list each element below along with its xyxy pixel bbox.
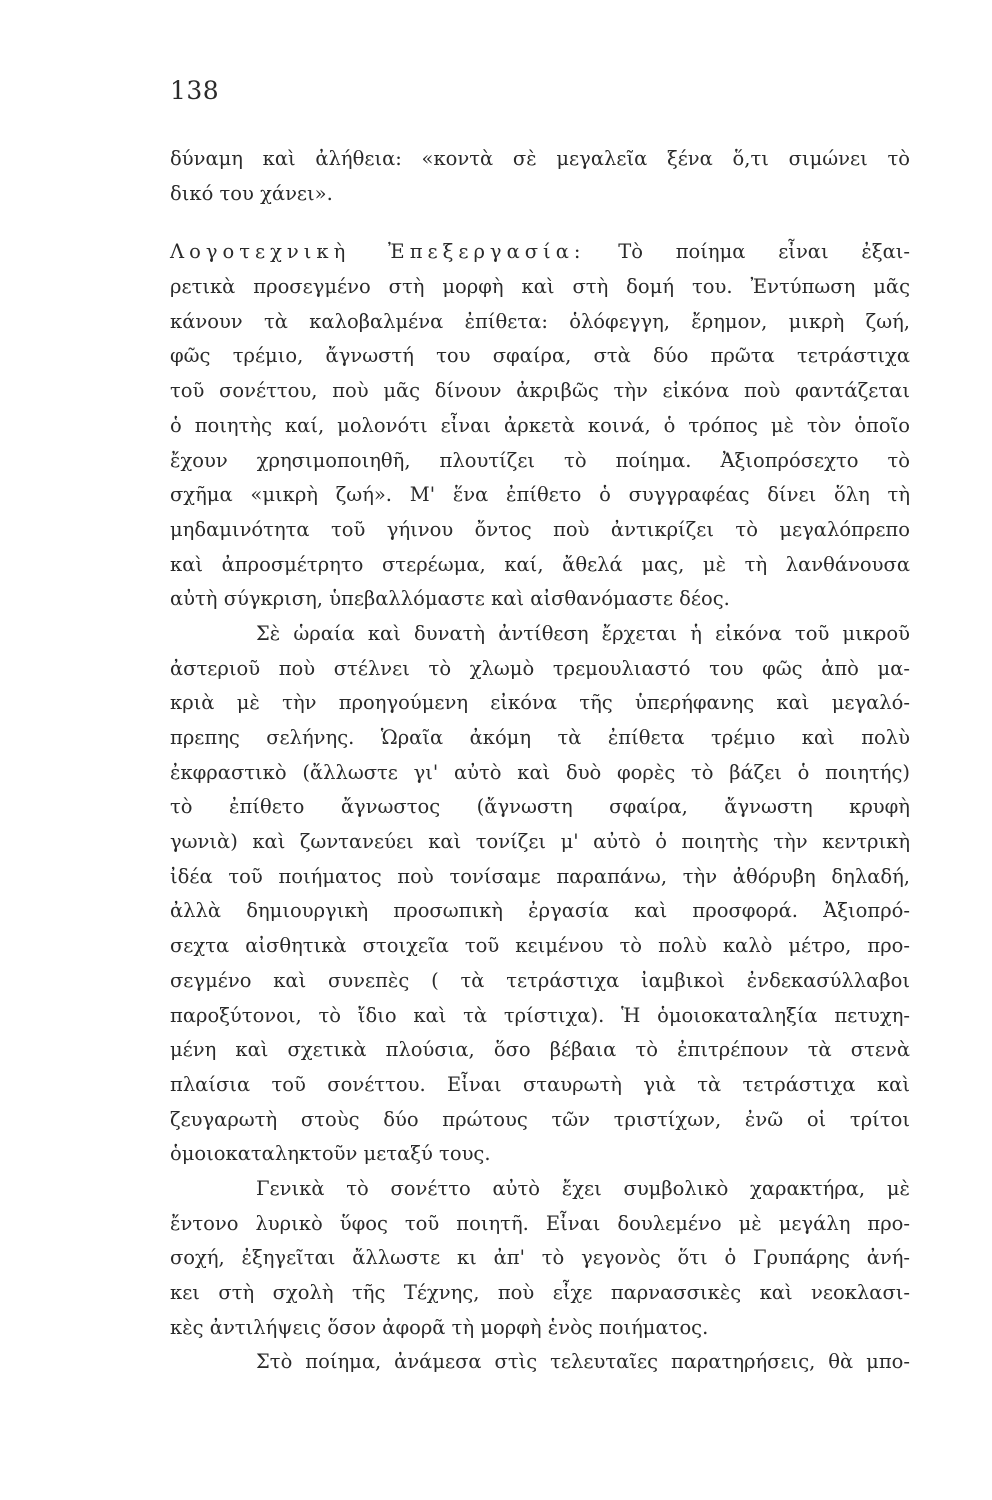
section-heading: Λογοτεχνικὴ Ἐπεξεργασία: [170,240,586,264]
text-line: δικό του χάνει». [170,181,333,205]
text-line: κριὰ μὲ τὴν προηγούμενη εἰκόνα τῆς ὑπερήφανης καὶ μεγαλό- [170,691,910,715]
text-line: σεχτα αἰσθητικὰ στοιχεῖα τοῦ κειμένου τὸ πολὺ καλὸ μέτρο, προ- [170,934,910,958]
text-line: Στὸ ποίημα, ἀνάμεσα στὶς τελευταῖες παρατηρήσεις, θὰ μπο- [256,1350,910,1374]
text-line: μηδαμινότητα τοῦ γήινου ὄντος ποὺ ἀντικρίζει τὸ μεγαλόπρεπο [170,517,910,541]
text-line: τοῦ σονέττου, ποὺ μᾶς δίνουν ἀκριβῶς τὴν εἰκόνα ποὺ φαντάζεται [170,379,910,403]
text-line: αὐτὴ σύγκριση, ὑπεβαλλόμαστε καὶ αἰσθανόμαστε δέος. [170,587,730,611]
text-line: τὸ ἐπίθετο ἄγνωστος (ἄγνωστη σφαίρα, ἄγνωστη κρυφὴ [170,795,910,819]
text-line: κὲς ἀντιλήψεις ὅσον ἀφορᾶ τὴ μορφὴ ἑνὸς ποιήματος. [170,1315,709,1339]
page-number: 138 [170,76,220,105]
text-line: πρεπης σελήνης. Ὡραῖα ἀκόμη τὰ ἐπίθετα τρέμιο καὶ πολὺ [170,726,910,749]
text-line: πλαίσια τοῦ σονέττου. Εἶναι σταυρωτὴ γιὰ τὰ τετράστιχα καὶ [170,1072,910,1096]
text-line: Σὲ ὡραία καὶ δυνατὴ ἀντίθεση ἔρχεται ἡ εἰκόνα τοῦ μικροῦ [256,621,910,645]
text-line: ἐκφραστικὸ (ἄλλωστε γι' αὐτὸ καὶ δυὸ φορὲς τὸ βάζει ὁ ποιητής) [170,760,910,784]
text-line: Γενικὰ τὸ σονέττο αὐτὸ ἔχει συμβολικὸ χαρακτήρα, μὲ [256,1176,910,1200]
text-line: σεγμένο καὶ συνεπὲς ( τὰ τετράστιχα ἰαμβικοὶ ἐνδεκασύλλαβοι [170,968,910,992]
text-line: παροξύτονοι, τὸ ἴδιο καὶ τὰ τρίστιχα). Ἡ ὁμοιοκαταληξία πετυχη- [170,1003,910,1027]
text-line: ρετικὰ προσεγμένο στὴ μορφὴ καὶ στὴ δομή του. Ἐντύπωση μᾶς [170,275,910,299]
text-line: μένη καὶ σχετικὰ πλούσια, ὅσο βέβαια τὸ ἐπιτρέπουν τὰ στενὰ [170,1038,910,1062]
text-line: ἀστεριοῦ ποὺ στέλνει τὸ χλωμὸ τρεμουλιαστό του φῶς ἀπὸ μα- [170,656,910,680]
text-line: ἀλλὰ δημιουργικὴ προσωπικὴ ἐργασία καὶ προσφορά. Ἀξιοπρό- [170,899,910,923]
text-line-continuation: Τὸ ποίημα εἶναι ἐξαι- [618,240,910,264]
text-line: φῶς τρέμιο, ἄγνωστή του σφαίρα, στὰ δύο πρῶτα τετράστιχα [170,344,910,368]
text-line: ἔντονο λυρικὸ ὕφος τοῦ ποιητῆ. Εἶναι δουλεμένο μὲ μεγάλη προ- [170,1211,910,1235]
text-line: ὁ ποιητὴς καί, μολονότι εἶναι ἀρκετὰ κοινά, ὁ τρόπος μὲ τὸν ὁποῖο [170,413,910,437]
text-line: γωνιὰ) καὶ ζωντανεύει καὶ τονίζει μ' αὐτὸ ὁ ποιητὴς τὴν κεντρικὴ [170,830,910,854]
text-line: κει στὴ σχολὴ τῆς Τέχνης, ποὺ εἶχε παρνασσικὲς καὶ νεοκλασι- [170,1281,910,1304]
text-line [170,235,910,270]
text-line: κάνουν τὰ καλοβαλμένα ἐπίθετα: ὁλόφεγγη, ἔρημον, μικρὴ ζωή, [170,309,910,333]
text-line: δύναμη καὶ ἀλήθεια: «κοντὰ σὲ μεγαλεῖα ξένα ὅ,τι σιμώνει τὸ [170,147,910,170]
text-line: ὁμοιοκαταληκτοῦν μεταξύ τους. [170,1142,491,1166]
text-line: καὶ ἀπροσμέτρητο στερέωμα, καί, ἄθελά μας, μὲ τὴ λανθάνουσα [170,552,910,576]
text-line: ἔχουν χρησιμοποιηθῆ, πλουτίζει τὸ ποίημα. Ἀξιοπρόσεχτο τὸ [170,448,910,472]
text-line: ζευγαρωτὴ στοὺς δύο πρώτους τῶν τριστίχων, ἐνῶ οἱ τρίτοι [170,1107,910,1131]
body-text [170,142,910,1380]
text-line: σοχή, ἐξηγεῖται ἄλλωστε κι ἀπ' τὸ γεγονὸς ὅτι ὁ Γρυπάρης ἀνή- [170,1246,910,1270]
text-line: σχῆμα «μικρὴ ζωή». Μ' ἕνα ἐπίθετο ὁ συγγραφέας δίνει ὅλη τὴ [170,483,910,507]
text-line: ἰδέα τοῦ ποιήματος ποὺ τονίσαμε παραπάνω, τὴν ἀθόρυβη δηλαδή, [170,864,910,888]
